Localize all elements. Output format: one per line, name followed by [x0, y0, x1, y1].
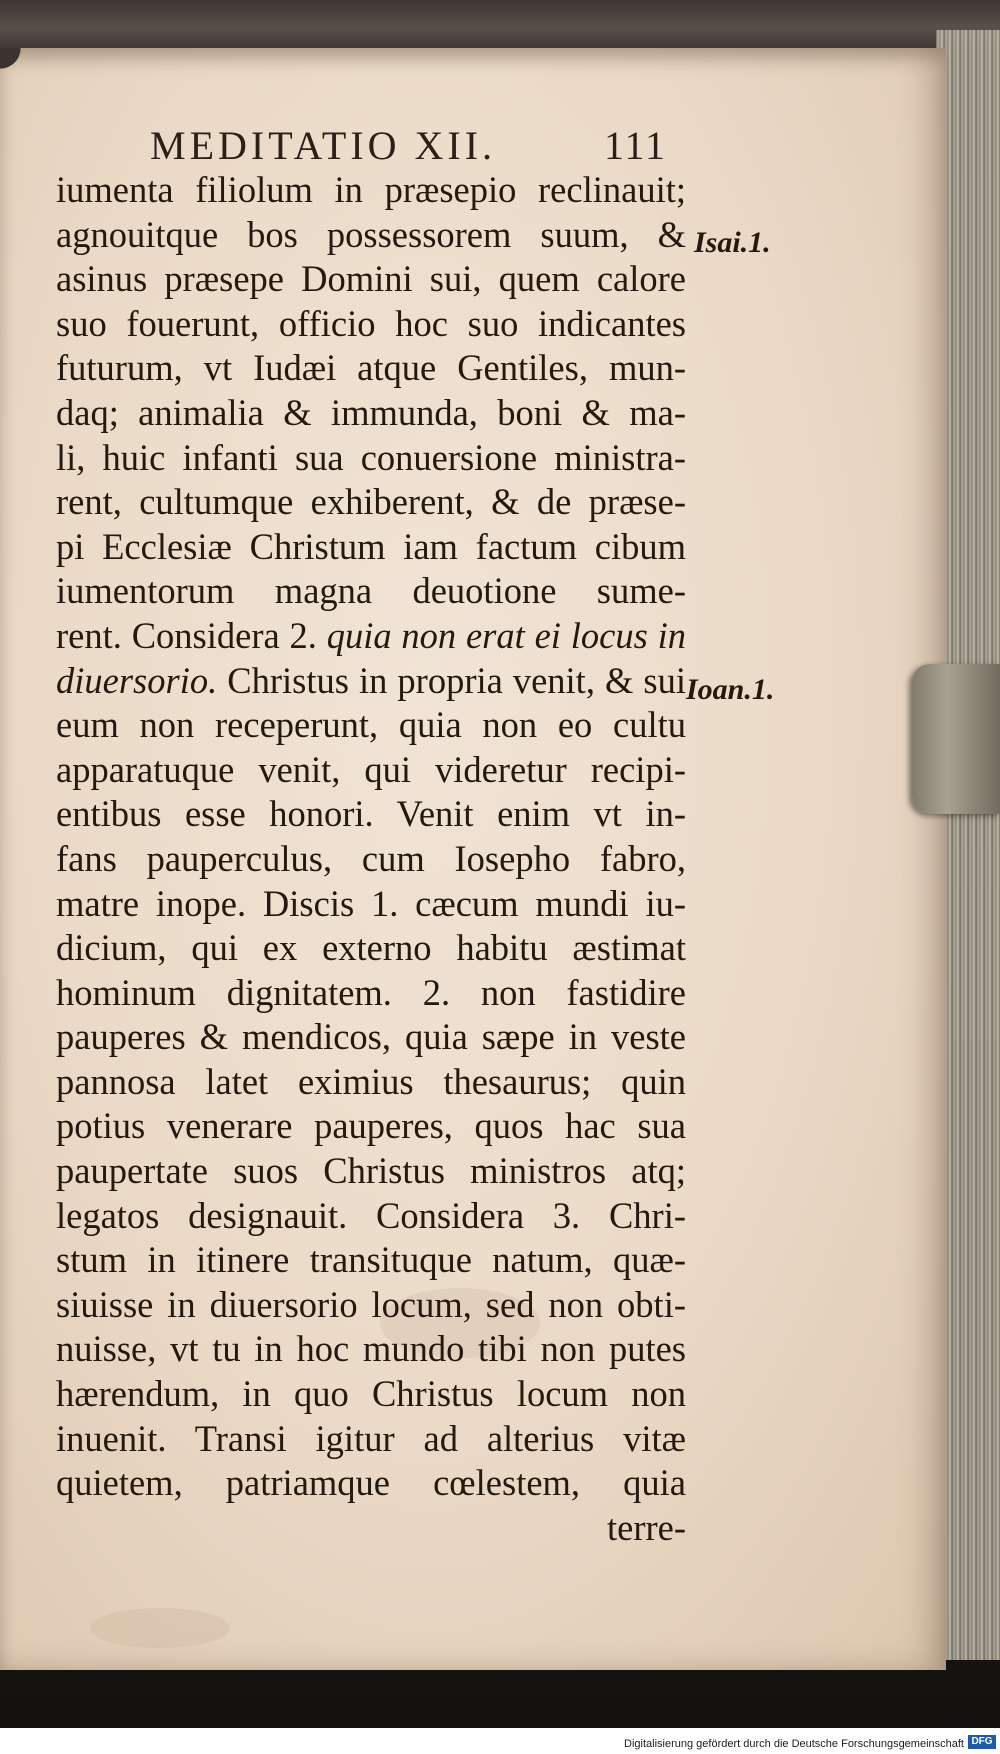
paper-stain: [90, 1608, 230, 1648]
text-line: pannosa latet eximius thesaurus; quin: [56, 1060, 686, 1102]
text-line: paupertate suos Christus ministros atq;: [56, 1150, 686, 1192]
book-page: [0, 48, 946, 1670]
text-roman: rent. Considera 2.: [56, 614, 327, 656]
text-line: entibus esse honori. Venit enim vt in-: [56, 793, 686, 835]
main-text-block: [56, 168, 686, 1550]
text-italic: quia non erat ei locus in: [326, 614, 686, 656]
page-number: 111: [604, 123, 668, 168]
text-line: agnouitque bos possessorem suum, &: [56, 213, 686, 255]
text-line: iumentorum magna deuotione sume-: [56, 570, 686, 612]
text-line: daq; animalia & immunda, boni & ma-: [56, 391, 686, 433]
text-line: eum non receperunt, quia non eo cultu: [56, 704, 686, 746]
text-line: asinus præsepe Domini sui, quem calore: [56, 258, 686, 300]
text-line: iumenta filiolum in præsepio reclinauit;: [56, 169, 686, 210]
text-line: rent, cultumque exhiberent, & de præse-: [56, 481, 686, 523]
text-roman: Christus in propria venit, & sui: [217, 659, 686, 701]
text-line: suo fouerunt, officio hoc suo indicantes: [56, 302, 686, 344]
marginal-note-john: Ioan.1.: [686, 673, 775, 706]
text-line: pauperes & mendicos, quia sæpe in veste: [56, 1016, 686, 1058]
text-line: potius venerare pauperes, quos hac sua: [56, 1105, 686, 1147]
text-line: quietem, patriamque cœlestem, quia: [56, 1462, 686, 1504]
marginal-note-isaiah: Isai.1.: [694, 226, 771, 259]
dfg-logo: DFG: [968, 1735, 996, 1749]
running-title: MEDITATIO XII.: [150, 123, 497, 168]
bookmark-tab: [912, 664, 1000, 814]
text-line: li, huic infanti sua conuersione ministra-: [56, 436, 686, 478]
text-line: [56, 614, 686, 659]
text-line: hominum dignitatem. 2. non fastidire: [56, 971, 686, 1013]
text-line: hærendum, in quo Christus locum non: [56, 1373, 686, 1415]
text-line: fans pauperculus, cum Iosepho fabro,: [56, 837, 686, 879]
footer-bar: [0, 1728, 1000, 1754]
text-line: [56, 659, 686, 704]
text-line: matre inope. Discis 1. cæcum mundi iu-: [56, 882, 686, 924]
text-line: stum in itinere transituque natum, quæ-: [56, 1239, 686, 1281]
page-corner: [0, 48, 36, 84]
catchword: terre-: [606, 1506, 686, 1548]
text-line: futurum, vt Iudæi atque Gentiles, mun-: [56, 347, 686, 389]
text-italic: diuersorio.: [56, 659, 218, 701]
text-line: apparatuque venit, qui videretur recipi-: [56, 748, 686, 790]
text-line: nuisse, vt tu in hoc mundo tibi non putes: [56, 1328, 686, 1370]
text-line: dicium, qui ex externo habitu æstimat: [56, 927, 686, 969]
text-line: legatos designauit. Considera 3. Chri-: [56, 1194, 686, 1236]
digitization-credit: Digitalisierung gefördert durch die Deutsche Forschungsgemeinschaft: [624, 1738, 964, 1750]
text-line: siuisse in diuersorio locum, sed non obti-: [56, 1283, 686, 1325]
text-line: pi Ecclesiæ Christum iam factum cibum: [56, 525, 686, 567]
text-line: inuenit. Transi igitur ad alterius vitæ: [56, 1417, 686, 1459]
